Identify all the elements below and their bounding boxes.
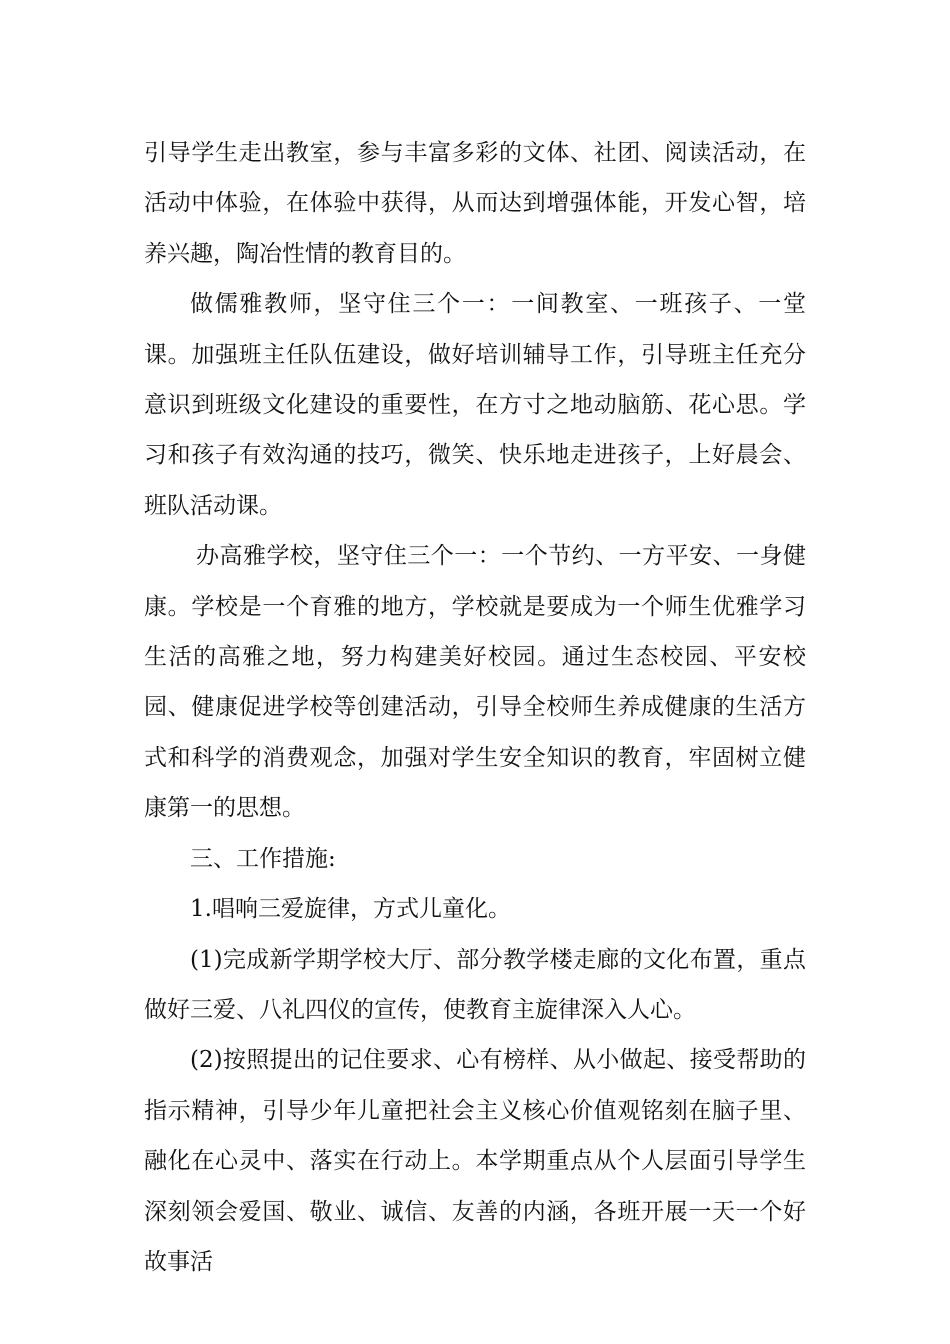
section-heading-measures: 三、工作措施: [190, 845, 336, 872]
list-item-2: (2)按照提出的记住要求、心有榜样、从小做起、接受帮助的指示精神，引导少年儿童把社会主义核心价值观铭刻在脑子里、融化在心灵中、落实在行动上。本学期重点从个人层面引导学生深刻领会爱国、敬业、诚信、友善的内涵，各班开展一天一个好故事活 [144, 1047, 806, 1275]
list-item-1: (1)完成新学期学校大厅、部分教学楼走廊的文化布置，重点做好三爱、八礼四仪的宣传，使教育主旋律深入人心。 [144, 946, 806, 1023]
document-body [144, 128, 806, 1287]
subheading-1: 1.唱响三爱旋律，方式儿童化。 [190, 896, 511, 923]
paragraph-teacher: 做儒雅教师，坚守住三个一：一间教室、一班孩子、一堂课。加强班主任队伍建设，做好培训辅导工作，引导班主任充分意识到班级文化建设的重要性，在方寸之地动脑筋、花心思。学习和孩子有效沟通的技巧，微笑、快乐地走进孩子，上好晨会、班队活动课。 [144, 291, 806, 519]
paragraph-continuation: 引导学生走出教室，参与丰富多彩的文体、社团、阅读活动，在活动中体验，在体验中获得，从而达到增强体能，开发心智，培养兴趣，陶冶性情的教育目的。 [144, 140, 806, 267]
paragraph-school: 办高雅学校，坚守住三个一：一个节约、一方平安、一身健康。学校是一个育雅的地方，学校就是要成为一个师生优雅学习生活的高雅之地，努力构建美好校园。通过生态校园、平安校园、健康促进学校等创建活动，引导全校师生养成健康的生活方式和科学的消费观念，加强对学生安全知识的教育，牢固树立健康第一的思想。 [144, 543, 806, 822]
